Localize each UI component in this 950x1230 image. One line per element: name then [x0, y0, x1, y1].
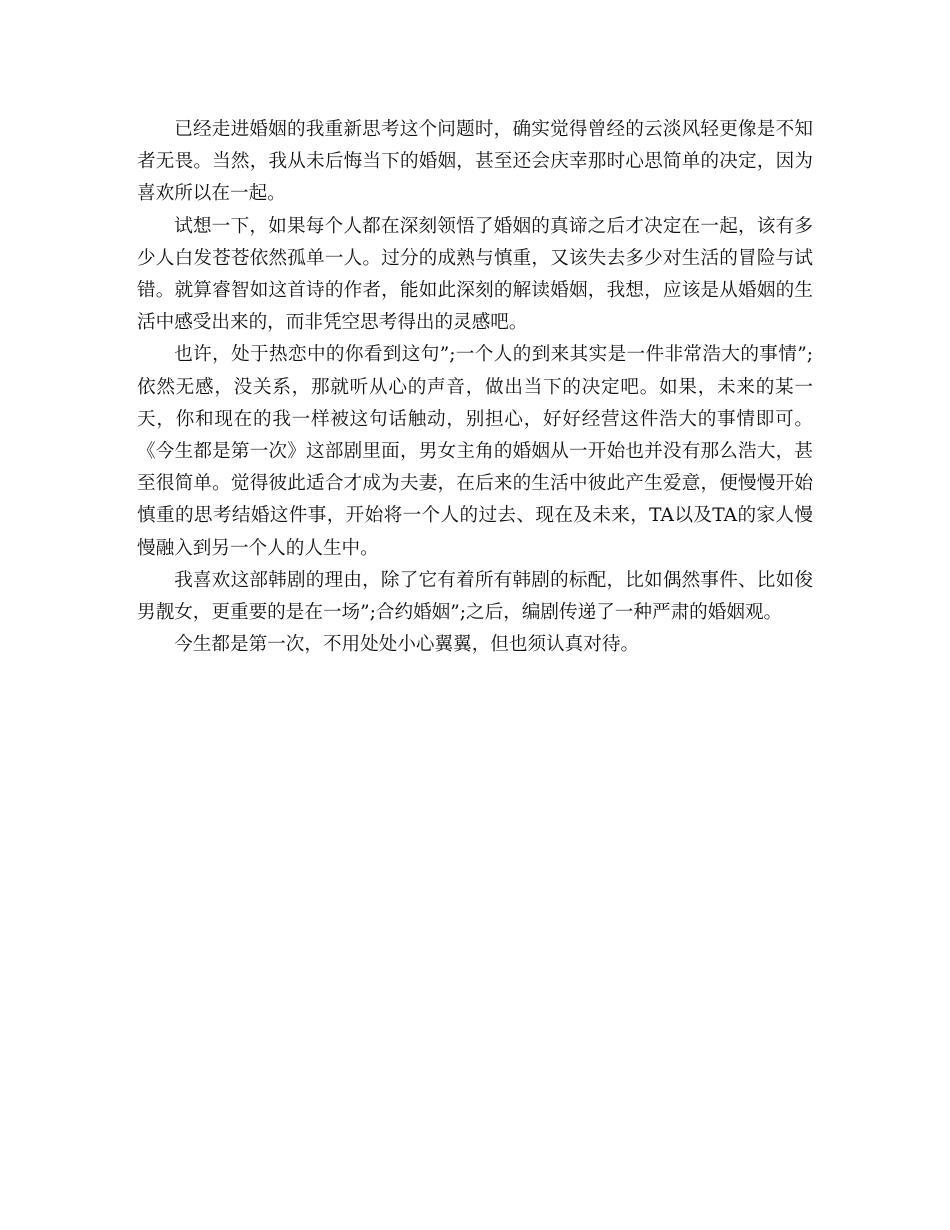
paragraph-4: 我喜欢这部韩剧的理由，除了它有着所有韩剧的标配，比如偶然事件、比如俊男靓女，更重要的是在一场”;合约婚姻”;之后，编剧传递了一种严肃的婚姻观。 [137, 569, 813, 624]
document-body [137, 114, 813, 661]
paragraph-3: 也许，处于热恋中的你看到这句”;一个人的到来其实是一件非常浩大的事情”;依然无感，没关系，那就听从心的声音，做出当下的决定吧。如果，未来的某一天，你和现在的我一样被这句话触动，别担心，好好经营这件浩大的事情即可。《今生都是第一次》这部剧里面，男女主角的婚姻从一开始也并没有那么浩大，甚至很简单。觉得彼此适合才成为夫妻，在后来的生活中彼此产生爱意，便慢慢开始慎重的思考结婚这件事，开始将一个人的过去、现在及未来，TA以及TA的家人慢慢融入到另一个人的人生中。 [137, 344, 813, 559]
paragraph-2: 试想一下，如果每个人都在深刻领悟了婚姻的真谛之后才决定在一起，该有多少人白发苍苍依然孤单一人。过分的成熟与慎重，又该失去多少对生活的冒险与试错。就算睿智如这首诗的作者，能如此深刻的解读婚姻，我想，应该是从婚姻的生活中感受出来的，而非凭空思考得出的灵感吧。 [137, 215, 813, 334]
paragraph-5: 今生都是第一次，不用处处小心翼翼，但也须认真对待。 [174, 634, 640, 656]
paragraph-1: 已经走进婚姻的我重新思考这个问题时，确实觉得曾经的云淡风轻更像是不知者无畏。当然，我从未后悔当下的婚姻，甚至还会庆幸那时心思简单的决定，因为喜欢所以在一起。 [137, 119, 813, 205]
